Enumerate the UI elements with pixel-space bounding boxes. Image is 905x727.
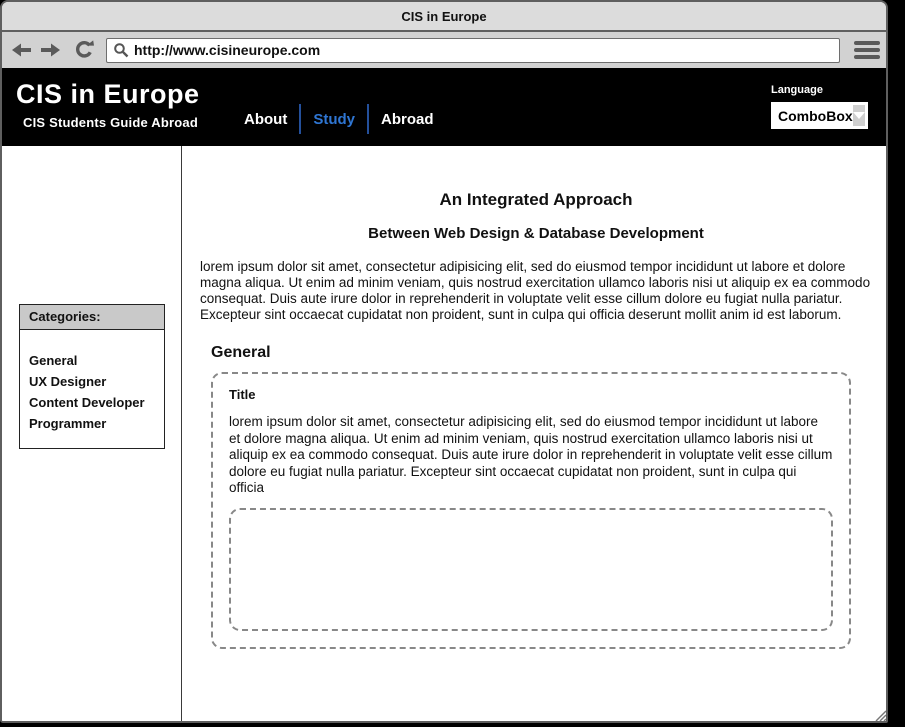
category-item-content-developer[interactable]: Content Developer xyxy=(29,395,145,410)
back-arrow-icon xyxy=(12,42,32,58)
refresh-icon xyxy=(74,40,94,60)
site-header xyxy=(2,68,886,146)
sidebar xyxy=(2,146,182,721)
category-item-general[interactable]: General xyxy=(29,353,78,368)
forward-arrow-icon xyxy=(40,42,60,58)
section-heading: General xyxy=(211,344,271,361)
resize-grip-icon[interactable] xyxy=(874,709,886,721)
site-logo[interactable] xyxy=(16,81,200,130)
categories-box xyxy=(19,304,165,449)
content-placeholder-box xyxy=(229,508,833,631)
forward-button[interactable] xyxy=(40,41,60,59)
language-label: Language xyxy=(771,84,823,96)
combobox-arrow-button[interactable] xyxy=(853,105,865,126)
combobox-value: ComboBox xyxy=(778,107,853,124)
main-content xyxy=(182,146,886,721)
chevron-down-icon xyxy=(853,112,865,119)
intro-paragraph: lorem ipsum dolor sit amet, consectetur adipisicing elit, sed do eiusmod tempor incididunt ut labore et dolore magna aliqua. Ut enim ad minim veniam, quis nostrud exercitation ullamco laboris nisi ut aliquip ex ea commodo consequat. Duis aute irure dolor in reprehenderit in voluptate velit esse cillum dolore eu fugiat nulla pariatur. Excepteur sint occaecat cupidatat non proident, sunt in culpa qui officia deserunt mollit anim id est laborum. xyxy=(200,259,871,322)
categories-title: Categories: xyxy=(20,305,164,330)
search-icon xyxy=(113,42,129,58)
logo-title: CIS in Europe xyxy=(16,79,200,109)
url-input[interactable] xyxy=(134,42,833,58)
page-subtitle: Between Web Design & Database Development xyxy=(368,225,704,242)
language-combobox[interactable] xyxy=(771,102,868,129)
page-body xyxy=(2,146,886,721)
address-bar[interactable] xyxy=(106,38,840,63)
nav-item-abroad[interactable]: Abroad xyxy=(381,110,434,128)
back-button[interactable] xyxy=(12,41,32,59)
window-titlebar xyxy=(2,2,886,32)
main-nav xyxy=(232,104,446,134)
language-selector xyxy=(771,84,868,129)
browser-menu-button[interactable] xyxy=(854,41,880,59)
card-body: lorem ipsum dolor sit amet, consectetur adipisicing elit, sed do eiusmod tempor incididunt ut labore et dolore magna aliqua. Ut enim ad minim veniam, quis nostrud exercitation ullamco laboris nisi ut aliquip ex ea commodo consequat. Duis aute irure dolor in reprehenderit in voluptate velit esse cillum dolore eu fugiat nulla pariatur. Excepteur sint occaecat cupidatat non proident, sunt in culpa qui officia xyxy=(229,414,833,495)
browser-toolbar xyxy=(2,32,886,68)
categories-list xyxy=(20,330,164,448)
article-card xyxy=(211,372,851,649)
window-title: CIS in Europe xyxy=(401,8,487,24)
nav-item-study[interactable]: Study xyxy=(313,110,355,128)
hamburger-icon xyxy=(854,41,880,45)
refresh-button[interactable] xyxy=(74,41,94,59)
category-item-ux-designer[interactable]: UX Designer xyxy=(29,374,107,389)
logo-tagline: CIS Students Guide Abroad xyxy=(23,115,198,130)
page-title: An Integrated Approach xyxy=(439,190,633,209)
nav-item-about[interactable]: About xyxy=(244,110,288,128)
card-title: Title xyxy=(229,387,256,402)
category-item-programmer[interactable]: Programmer xyxy=(29,416,107,431)
